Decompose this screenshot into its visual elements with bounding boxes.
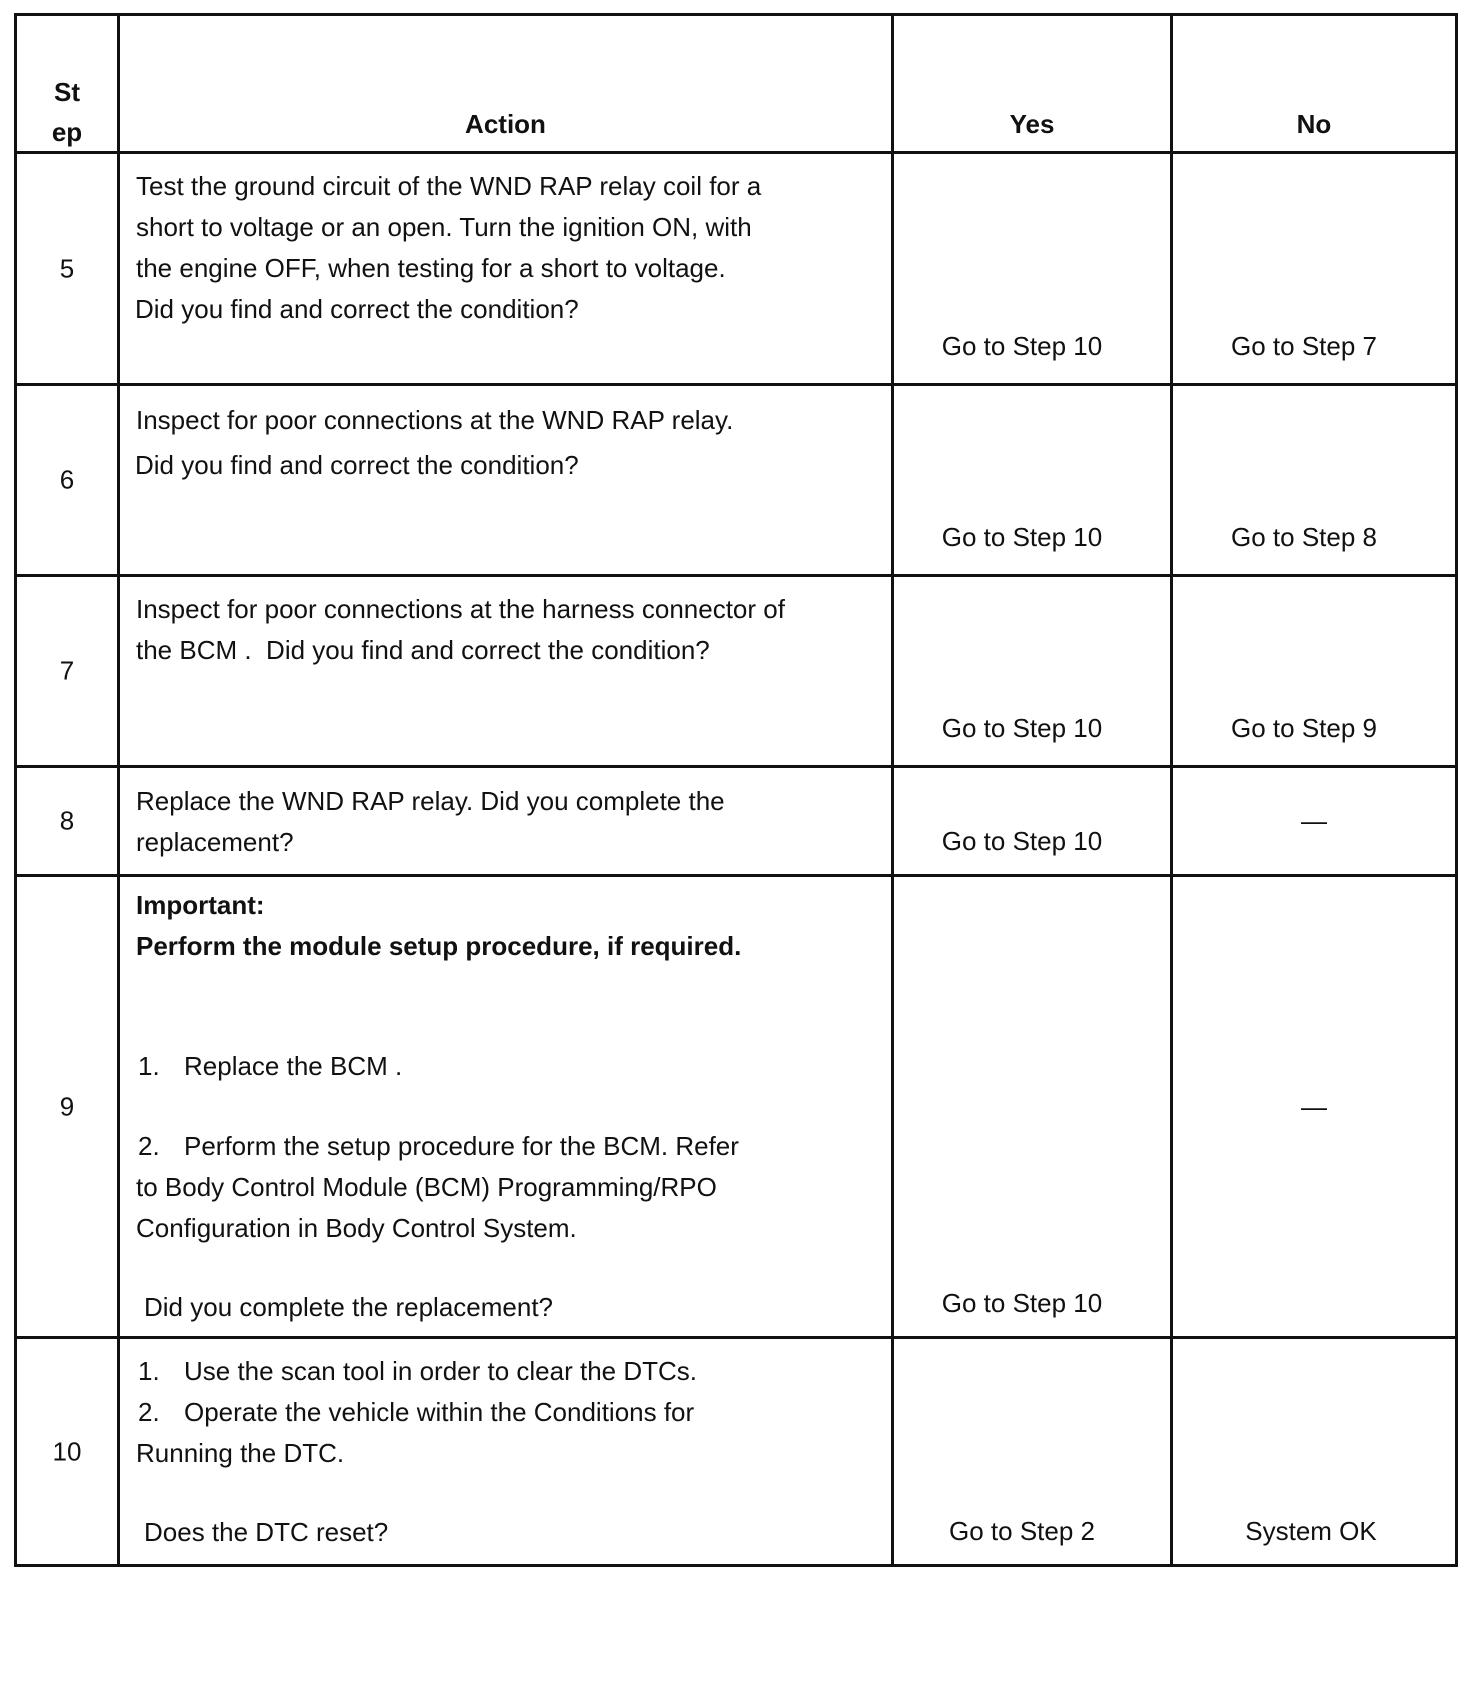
action-line: Inspect for poor connections at the WND RAP relay. bbox=[136, 405, 734, 435]
action-cell bbox=[119, 767, 893, 876]
step-number: 5 bbox=[16, 153, 119, 385]
important-text: Perform the module setup procedure, if required. bbox=[136, 931, 742, 961]
list-item-continuation: Configuration in Body Control System. bbox=[136, 1213, 577, 1243]
step-number: 8 bbox=[16, 767, 119, 876]
action-line: replacement? bbox=[136, 827, 294, 857]
table-header-row bbox=[16, 15, 1457, 153]
action-line: Test the ground circuit of the WND RAP relay coil for a bbox=[136, 171, 762, 201]
no-cell: — bbox=[1172, 767, 1457, 876]
header-no: No bbox=[1172, 15, 1457, 153]
action-cell bbox=[119, 576, 893, 767]
step-number: 6 bbox=[16, 385, 119, 576]
action-question: Did you find and correct the condition? bbox=[135, 450, 579, 480]
yes-cell: Go to Step 10 bbox=[893, 576, 1172, 767]
action-cell bbox=[119, 153, 893, 385]
yes-cell: Go to Step 10 bbox=[893, 876, 1172, 1338]
header-step bbox=[16, 15, 119, 153]
header-step-line1: St bbox=[54, 77, 80, 107]
table-row bbox=[16, 385, 1457, 576]
list-item: 1. Replace the BCM . bbox=[138, 1051, 403, 1081]
list-item-continuation: Running the DTC. bbox=[136, 1438, 345, 1468]
header-step-line2: ep bbox=[51, 117, 83, 147]
table-row bbox=[16, 153, 1457, 385]
no-cell: — bbox=[1172, 876, 1457, 1338]
action-question: Did you find and correct the condition? bbox=[135, 294, 579, 324]
action-question: Does the DTC reset? bbox=[144, 1517, 389, 1547]
table-row bbox=[16, 767, 1457, 876]
table-row bbox=[16, 576, 1457, 767]
yes-cell: Go to Step 10 bbox=[893, 385, 1172, 576]
action-line: Inspect for poor connections at the harness connector of bbox=[136, 594, 785, 624]
yes-cell: Go to Step 10 bbox=[893, 153, 1172, 385]
no-cell: System OK bbox=[1172, 1338, 1457, 1566]
action-question: Did you complete the replacement? bbox=[144, 1292, 554, 1322]
step-number: 10 bbox=[16, 1338, 119, 1566]
diagnostic-table bbox=[14, 13, 1458, 1567]
action-cell bbox=[119, 1338, 893, 1566]
step-number: 9 bbox=[16, 876, 119, 1338]
list-item-continuation: to Body Control Module (BCM) Programming/RPO bbox=[136, 1172, 717, 1202]
action-line: the engine OFF, when testing for a short to voltage. bbox=[136, 253, 726, 283]
list-item: 2. Operate the vehicle within the Conditions for bbox=[138, 1397, 695, 1427]
yes-cell: Go to Step 10 bbox=[893, 767, 1172, 876]
table-row bbox=[16, 1338, 1457, 1566]
yes-cell: Go to Step 2 bbox=[893, 1338, 1172, 1566]
list-item: 2. Perform the setup procedure for the BCM. Refer bbox=[138, 1131, 739, 1161]
no-cell: Go to Step 8 bbox=[1172, 385, 1457, 576]
important-label: Important: bbox=[136, 890, 265, 920]
list-item: 1. Use the scan tool in order to clear the DTCs. bbox=[138, 1356, 698, 1386]
no-cell: Go to Step 9 bbox=[1172, 576, 1457, 767]
action-line: the BCM . Did you find and correct the condition? bbox=[136, 635, 710, 665]
action-line: short to voltage or an open. Turn the ignition ON, with bbox=[136, 212, 752, 242]
table-row bbox=[16, 876, 1457, 1338]
action-cell bbox=[119, 876, 893, 1338]
header-action: Action bbox=[119, 15, 893, 153]
action-cell bbox=[119, 385, 893, 576]
no-cell: Go to Step 7 bbox=[1172, 153, 1457, 385]
step-number: 7 bbox=[16, 576, 119, 767]
action-line: Replace the WND RAP relay. Did you complete the bbox=[136, 786, 725, 816]
header-yes: Yes bbox=[893, 15, 1172, 153]
